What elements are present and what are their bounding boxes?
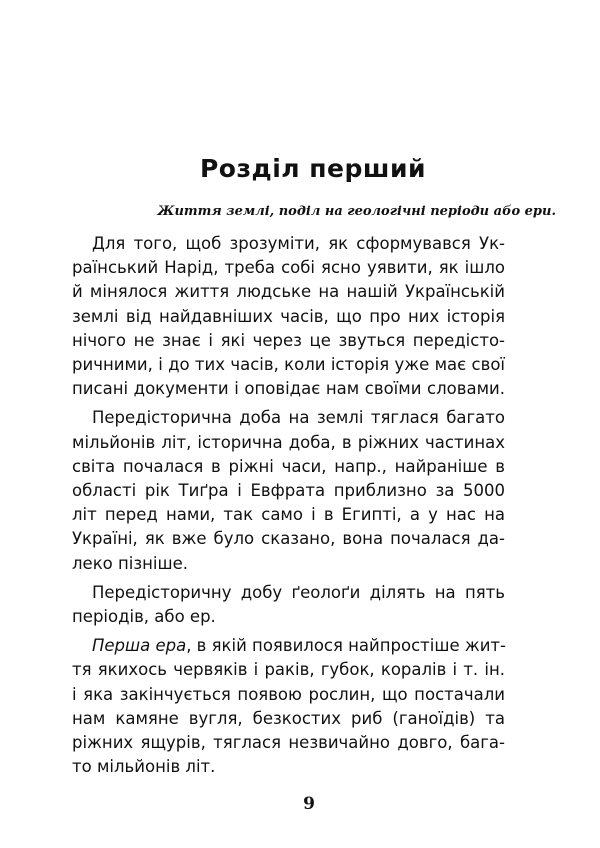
text-line: Передісторична доба на землі тяглася багато <box>92 408 505 428</box>
paragraph-4 <box>72 634 505 779</box>
text-line: і яка закінчується появою рослин, що постачали <box>72 684 505 704</box>
text-line: нам камяне вугля, безкостих риб (ганоїдів) та <box>72 708 505 728</box>
text-line: області рік Тиґра і Евфрата приблизно за 5000 <box>72 481 505 501</box>
text-line: Україні, як вже було сказано, вона почалася да- <box>72 529 505 549</box>
text-line: писані документи і оповідає нам своїми словами. <box>72 379 505 399</box>
text-line: Передісторичну добу ґеолоґи ділять на пять <box>92 582 505 602</box>
paragraph-2 <box>72 406 505 575</box>
emphasis-text: Перша ера <box>92 636 187 656</box>
text-line: ричними, і до тих часів, коли історія уже має свої <box>72 355 505 375</box>
text-line: й мінялося життя людське на нашій Українській <box>72 282 505 302</box>
text-line: літ перед нами, так само і в Египті, а у нас на <box>72 505 505 525</box>
chapter-title: Розділ перший <box>199 154 426 183</box>
text-line: ріжних ящурів, тяглася незвичайно довго, бага- <box>72 733 505 753</box>
text-line: мільйонів літ, історична доба, в ріжних частинах <box>72 432 505 452</box>
body-text <box>72 232 505 784</box>
text-line: леко пізніше. <box>72 553 189 573</box>
text-line: нічого не знає і які через це звуться передісто- <box>72 330 505 350</box>
chapter-subtitle: Життя землі, поділ на геологічні періоди або ери. <box>157 204 556 219</box>
text-line: землі від найдавніших часів, що про них історія <box>72 306 505 326</box>
text-line: то мільйонів літ. <box>72 757 216 777</box>
text-line: періодів, або ер. <box>72 607 216 627</box>
text-fragment: , в якій появилося найпростіше жит- <box>186 636 506 656</box>
text-line: світа почалася в ріжні часи, напр., найраніше в <box>72 456 505 476</box>
text-line <box>72 634 505 658</box>
paragraph-1 <box>72 232 505 401</box>
page-number: 9 <box>303 794 315 814</box>
text-line: Для того, щоб зрозуміти, як сформувався Ук- <box>92 234 505 253</box>
text-line: тя якихось червяків і раків, губок, коралів і т. ін. <box>72 660 505 680</box>
paragraph-3 <box>72 581 505 629</box>
text-line: раїнський Нарід, треба собі ясно уявити, як ішло <box>72 258 505 278</box>
